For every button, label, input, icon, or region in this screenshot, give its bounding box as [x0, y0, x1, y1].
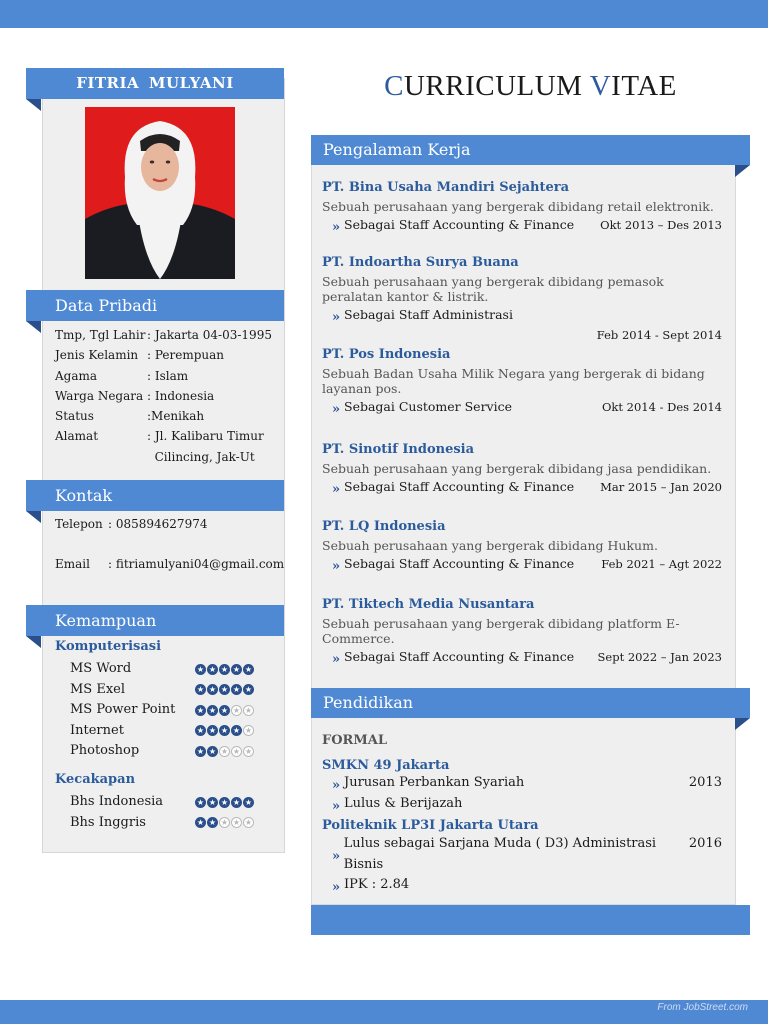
school-name: SMKN 49 Jakarta — [322, 758, 450, 773]
job-role-line — [322, 399, 722, 415]
profile-name: FITRIA MULYANI — [76, 74, 234, 92]
star-filled-icon: ★ — [196, 818, 205, 828]
title-part: URRICULUM — [403, 70, 590, 102]
star-filled-icon: ★ — [220, 726, 229, 736]
info-row — [55, 406, 272, 426]
job-role-line — [322, 479, 722, 495]
star-filled-icon: ★ — [208, 726, 217, 736]
right-bottom-bar — [311, 905, 750, 935]
job-role: Sebagai Staff Administrasi — [344, 307, 513, 322]
top-bar — [0, 0, 768, 28]
star-filled-icon: ★ — [244, 664, 253, 674]
info-label: Jenis Kelamin — [55, 348, 139, 363]
banner-fold — [735, 718, 750, 730]
rating-stars — [195, 797, 254, 808]
education-item — [322, 794, 462, 815]
star-filled-icon: ★ — [196, 726, 205, 736]
star-filled-icon: ★ — [196, 664, 205, 674]
star-filled-icon: ★ — [232, 797, 241, 807]
star-empty-icon: ★ — [244, 705, 253, 715]
star-filled-icon: ★ — [196, 685, 205, 695]
star-filled-icon: ★ — [208, 685, 217, 695]
star-empty-icon: ★ — [232, 746, 241, 756]
education-year: 2013 — [688, 775, 722, 790]
section-title: Kontak — [55, 486, 113, 505]
info-value: : Jakarta 04-03-1995 — [147, 328, 272, 342]
education-item — [322, 875, 409, 896]
skill-row — [70, 680, 254, 701]
job-role-wrap — [322, 479, 574, 495]
job-role-line — [322, 217, 722, 233]
skill-row — [70, 792, 254, 813]
skill-group-title: Kecakapan — [55, 772, 136, 787]
chevron-right-icon: » — [332, 798, 341, 814]
job-role: Sebagai Staff Accounting & Finance — [344, 479, 575, 494]
rating-stars — [195, 664, 254, 675]
star-empty-icon: ★ — [220, 818, 229, 828]
job-date: Okt 2014 - Des 2014 — [602, 400, 722, 414]
info-row — [55, 386, 272, 406]
education-list — [322, 733, 722, 896]
job-description: Sebuah perusahaan yang bergerak dibidang retail elektronik. — [322, 199, 714, 214]
rating-stars — [195, 684, 254, 695]
job-date-line — [322, 327, 722, 343]
job-date: Okt 2013 – Des 2013 — [600, 218, 722, 232]
star-filled-icon: ★ — [232, 685, 241, 695]
education-line — [322, 773, 722, 794]
job-description: Sebuah perusahaan yang bergerak dibidang Hukum. — [322, 538, 658, 553]
personal-info — [55, 325, 272, 467]
phone-label: Telepon — [55, 517, 103, 531]
section-data-pribadi — [26, 290, 284, 321]
job-date: Feb 2021 – Agt 2022 — [601, 557, 722, 571]
job-role-wrap — [322, 649, 574, 665]
skill-name: Bhs Indonesia — [70, 794, 164, 809]
skill-name: Internet — [70, 722, 124, 738]
bottom-bar — [0, 1000, 768, 1024]
section-title: Pendidikan — [323, 693, 414, 712]
banner-fold — [26, 321, 41, 333]
section-pendidikan — [311, 688, 750, 718]
watermark: From JobStreet.com — [657, 1002, 748, 1013]
job-description: Sebuah perusahaan yang bergerak dibidang platform E-Commerce. — [322, 616, 680, 646]
email-label: Email — [55, 557, 90, 572]
info-row — [55, 447, 272, 467]
section-kontak — [26, 480, 284, 511]
job-role-line — [322, 307, 722, 323]
star-filled-icon: ★ — [220, 797, 229, 807]
chevron-right-icon: » — [332, 220, 341, 235]
school-name: Politeknik LP3I Jakarta Utara — [322, 818, 539, 833]
star-empty-icon: ★ — [220, 746, 229, 756]
job-company: PT. LQ Indonesia — [322, 519, 446, 534]
info-value: : Indonesia — [147, 388, 215, 403]
star-filled-icon: ★ — [244, 685, 253, 695]
page-title — [311, 70, 750, 103]
education-category: FORMAL — [322, 733, 387, 748]
info-value: :Menikah — [147, 409, 205, 424]
star-filled-icon: ★ — [208, 746, 217, 756]
job-description: Sebuah perusahaan yang bergerak dibidang jasa pendidikan. — [322, 461, 712, 476]
info-row — [55, 345, 272, 365]
banner-fold — [26, 511, 41, 523]
education-line — [322, 794, 722, 815]
job-date: Mar 2015 – Jan 2020 — [600, 480, 722, 494]
skill-row — [70, 700, 254, 721]
skill-name: Bhs Inggris — [70, 814, 146, 830]
title-initial-v: V — [589, 70, 612, 102]
job-role: Sebagai Customer Service — [344, 399, 513, 414]
info-value: Cilincing, Jak-Ut — [147, 449, 255, 464]
job-role: Sebagai Staff Accounting & Finance — [344, 556, 575, 571]
star-filled-icon: ★ — [208, 705, 217, 715]
job-entry — [322, 597, 722, 665]
star-empty-icon: ★ — [244, 818, 253, 828]
education-line — [322, 875, 722, 896]
star-empty-icon: ★ — [232, 818, 241, 828]
star-filled-icon: ★ — [196, 797, 205, 807]
skill-name: MS Power Point — [70, 702, 176, 717]
education-gpa: IPK : 2.84 — [344, 877, 410, 892]
education-item — [322, 773, 524, 794]
skill-group-title: Komputerisasi — [55, 639, 162, 654]
info-label: Agama — [55, 368, 98, 383]
education-note: Lulus & Berijazah — [344, 795, 463, 811]
job-entry — [322, 442, 722, 495]
job-role-wrap — [322, 556, 574, 572]
computer-skills — [70, 659, 254, 762]
info-label — [55, 447, 147, 467]
section-pengalaman-kerja — [311, 135, 750, 165]
job-role-wrap — [322, 307, 513, 323]
banner-fold — [735, 165, 750, 177]
job-company: PT. Tiktech Media Nusantara — [322, 597, 535, 612]
info-row — [55, 366, 272, 386]
section-kemampuan — [26, 605, 284, 636]
job-entry — [322, 180, 722, 233]
language-skills — [70, 792, 254, 833]
banner-fold — [26, 99, 41, 111]
education-major: Jurusan Perbankan Syariah — [344, 775, 525, 790]
job-company: PT. Pos Indonesia — [322, 347, 451, 362]
chevron-right-icon: » — [332, 310, 341, 325]
chevron-right-icon: » — [332, 652, 341, 667]
star-filled-icon: ★ — [196, 705, 205, 715]
star-filled-icon: ★ — [220, 685, 229, 695]
title-part: ITAE — [611, 70, 677, 102]
education-line — [322, 834, 722, 875]
chevron-right-icon: » — [332, 559, 341, 574]
star-filled-icon: ★ — [220, 664, 229, 674]
job-entry — [322, 519, 722, 572]
chevron-right-icon: » — [332, 778, 341, 793]
job-company: PT. Sinotif Indonesia — [322, 442, 475, 457]
info-row — [55, 325, 272, 345]
job-role-wrap — [322, 399, 512, 415]
star-filled-icon: ★ — [244, 797, 253, 807]
star-empty-icon: ★ — [244, 746, 253, 756]
name-banner — [26, 68, 284, 99]
chevron-right-icon: » — [332, 482, 341, 497]
rating-stars — [195, 746, 254, 757]
phone-value: : 085894627974 — [108, 517, 208, 531]
info-label: Tmp, Tgl Lahir — [55, 328, 146, 342]
rating-stars — [195, 705, 254, 716]
rating-stars — [195, 725, 254, 736]
job-date: Sept 2022 – Jan 2023 — [597, 650, 722, 664]
chevron-right-icon: » — [332, 402, 341, 417]
banner-fold — [26, 636, 41, 648]
star-filled-icon: ★ — [208, 797, 217, 807]
star-filled-icon: ★ — [220, 705, 229, 715]
star-filled-icon: ★ — [232, 726, 241, 736]
contact-email-row — [55, 554, 284, 574]
job-entry — [322, 255, 722, 343]
skill-row — [70, 721, 254, 742]
skill-row — [70, 659, 254, 680]
job-date: Feb 2014 - Sept 2014 — [596, 328, 722, 342]
star-filled-icon: ★ — [232, 664, 241, 674]
star-filled-icon: ★ — [196, 746, 205, 756]
job-role: Sebagai Staff Accounting & Finance — [344, 649, 575, 664]
skill-name: Photoshop — [70, 743, 140, 758]
education-item — [322, 834, 689, 875]
job-role-line — [322, 556, 722, 572]
job-role-line — [322, 649, 722, 665]
education-degree: Lulus sebagai Sarjana Muda ( D3) Administrasi Bisnis — [343, 836, 657, 872]
info-value: : Perempuan — [147, 348, 225, 363]
title-initial-c: C — [384, 70, 404, 102]
info-label: Alamat — [55, 429, 99, 444]
skill-name: MS Word — [70, 661, 132, 676]
star-filled-icon: ★ — [208, 664, 217, 674]
job-company: PT. Indoartha Surya Buana — [322, 255, 519, 270]
email-value: : fitriamulyani04@gmail.com — [108, 557, 285, 572]
job-entry — [322, 347, 722, 415]
contact-info — [55, 514, 284, 575]
job-role: Sebagai Staff Accounting & Finance — [344, 217, 575, 232]
star-empty-icon: ★ — [232, 705, 241, 715]
rating-stars — [195, 817, 254, 828]
info-label: Warga Negara — [55, 388, 144, 403]
info-label: Status — [55, 409, 94, 424]
section-title: Pengalaman Kerja — [323, 140, 471, 159]
info-value: : Jl. Kalibaru Timur — [147, 429, 264, 444]
chevron-right-icon: » — [332, 880, 341, 895]
star-filled-icon: ★ — [208, 818, 217, 828]
education-year: 2016 — [688, 836, 722, 851]
job-description: Sebuah perusahaan yang bergerak dibidang pemasok peralatan kantor & listrik. — [322, 274, 664, 304]
skill-name: MS Exel — [70, 681, 126, 697]
section-title: Data Pribadi — [55, 296, 158, 315]
chevron-right-icon: » — [332, 849, 341, 865]
job-role-wrap — [322, 217, 574, 233]
star-empty-icon: ★ — [244, 726, 253, 736]
profile-photo — [85, 107, 235, 279]
skill-row — [70, 741, 254, 762]
section-title: Kemampuan — [55, 611, 157, 630]
contact-phone-row — [55, 514, 284, 534]
info-row — [55, 426, 272, 446]
job-company: PT. Bina Usaha Mandiri Sejahtera — [322, 180, 570, 195]
info-value: : Islam — [147, 368, 189, 383]
skill-row — [70, 813, 254, 834]
job-description: Sebuah Badan Usaha Milik Negara yang bergerak di bidang layanan pos. — [322, 366, 705, 396]
